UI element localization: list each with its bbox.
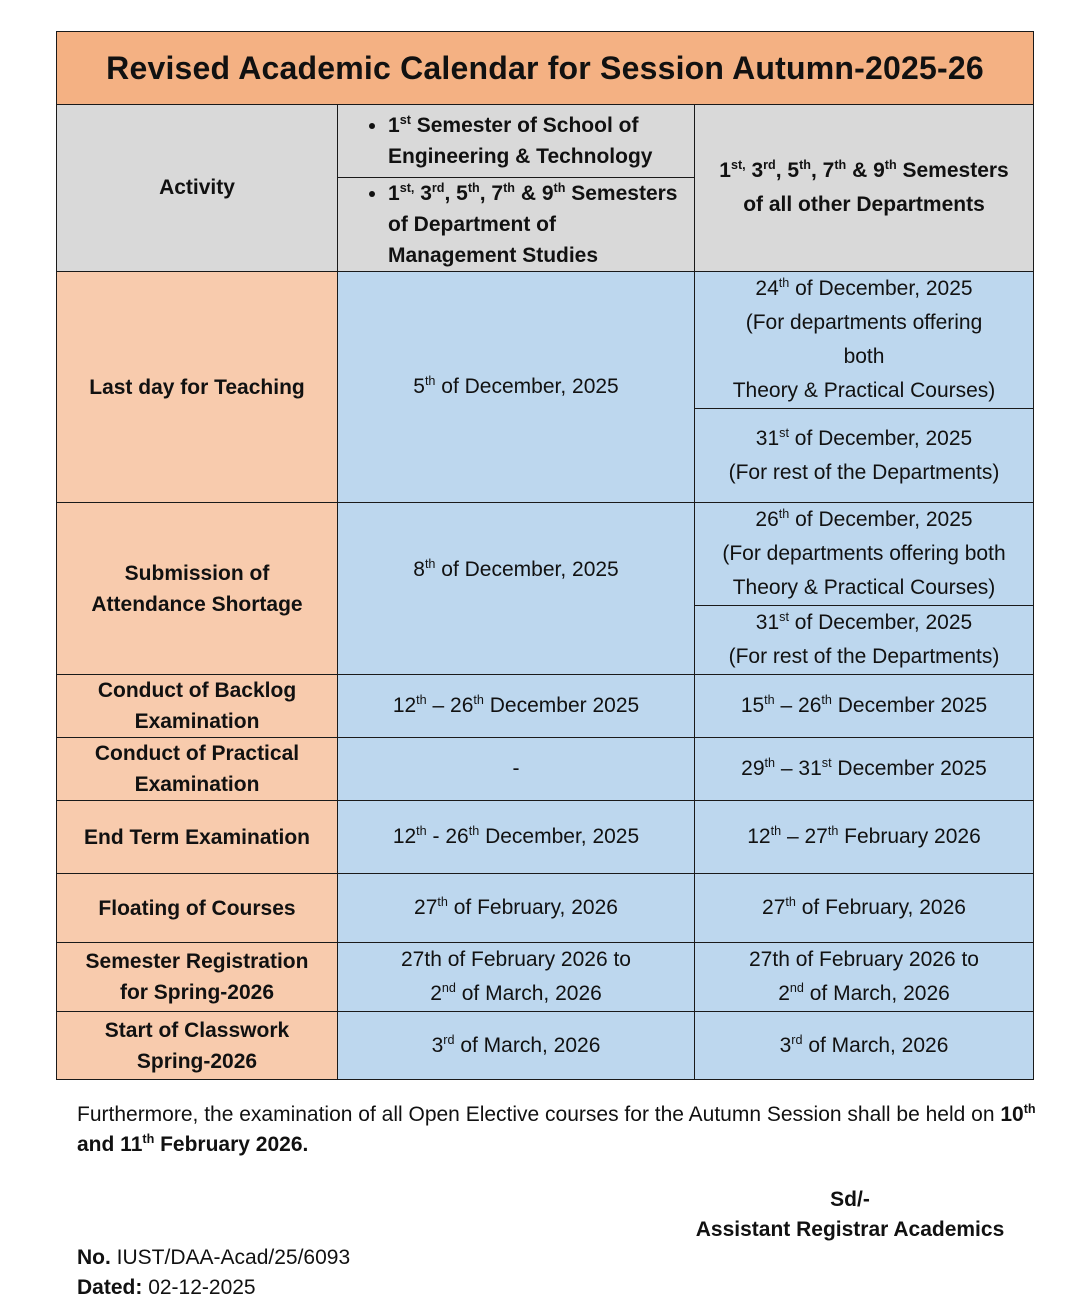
- note-text: Furthermore, the examination of all Open Elective courses for the Autumn Session shall be held on: [77, 1103, 995, 1126]
- activity-start-classwork: Start of Classwork Spring-2026: [57, 1012, 338, 1080]
- date-col1: 12th - 26th December, 2025: [338, 801, 695, 874]
- date-col2: 15th – 26th December 2025: [695, 675, 1034, 738]
- date-col1: 8th of December, 2025: [338, 503, 695, 675]
- activity-backlog-exam: Conduct of Backlog Examination: [57, 675, 338, 738]
- date-col2-a: 24th of December, 2025 (For departments offering both Theory & Practical Courses): [695, 272, 1034, 409]
- reference-date: Dated: 02-12-2025: [77, 1276, 256, 1299]
- date-col2: 27th of February 2026 to 2nd of March, 2026: [695, 943, 1034, 1012]
- date-col2: 29th – 31st December 2025: [695, 738, 1034, 801]
- date-col2: 27th of February, 2026: [695, 874, 1034, 943]
- calendar-title: Revised Academic Calendar for Session Autumn-2025-26: [57, 32, 1034, 105]
- date-col1: 27th of February 2026 to 2nd of March, 2026: [338, 943, 695, 1012]
- header-col1-item-1: • 1st Semester of School of Engineering & Technology: [338, 105, 695, 178]
- note-bold-dates: 10th and 11th February 2026.: [77, 1102, 1036, 1156]
- date-col2-a: 26th of December, 2025 (For departments offering both Theory & Practical Courses): [695, 503, 1034, 606]
- academic-calendar: [56, 31, 1033, 1080]
- activity-last-day-teaching: Last day for Teaching: [57, 272, 338, 503]
- header-activity: Activity: [57, 105, 338, 272]
- date-col1: 5th of December, 2025: [338, 272, 695, 503]
- open-elective-note: [77, 1100, 1047, 1160]
- signature-block: [660, 1185, 1040, 1245]
- date-col2-b: 31st of December, 2025 (For rest of the Departments): [695, 606, 1034, 675]
- date-col2: 12th – 27th February 2026: [695, 801, 1034, 874]
- reference-number: No. IUST/DAA-Acad/25/6093: [77, 1246, 351, 1269]
- date-col1: 12th – 26th December 2025: [338, 675, 695, 738]
- signature-title: Assistant Registrar Academics: [695, 1218, 1005, 1241]
- date-col2: 3rd of March, 2026: [695, 1012, 1034, 1080]
- activity-end-term-exam: End Term Examination: [57, 801, 338, 874]
- signature-sd: Sd/-: [830, 1188, 870, 1211]
- activity-floating-courses: Floating of Courses: [57, 874, 338, 943]
- reference-block: [77, 1243, 350, 1303]
- calendar-table: [56, 31, 1034, 1080]
- activity-practical-exam: Conduct of Practical Examination: [57, 738, 338, 801]
- header-col1-item-2: • $1^{st,}$ 3rd, 5th, 7th & 9th Semesters of Department of Management Studies: [338, 178, 695, 272]
- header-col2: $1^{st,}$ 3rd, 5th, 7th & 9th Semesters of all other Departments: [695, 105, 1034, 272]
- date-col2-b: 31st of December, 2025 (For rest of the Departments): [695, 409, 1034, 503]
- activity-attendance-shortage: Submission of Attendance Shortage: [57, 503, 338, 675]
- date-col1: 3rd of March, 2026: [338, 1012, 695, 1080]
- date-col1: 27th of February, 2026: [338, 874, 695, 943]
- activity-semester-registration: Semester Registration for Spring-2026: [57, 943, 338, 1012]
- date-col1: -: [338, 738, 695, 801]
